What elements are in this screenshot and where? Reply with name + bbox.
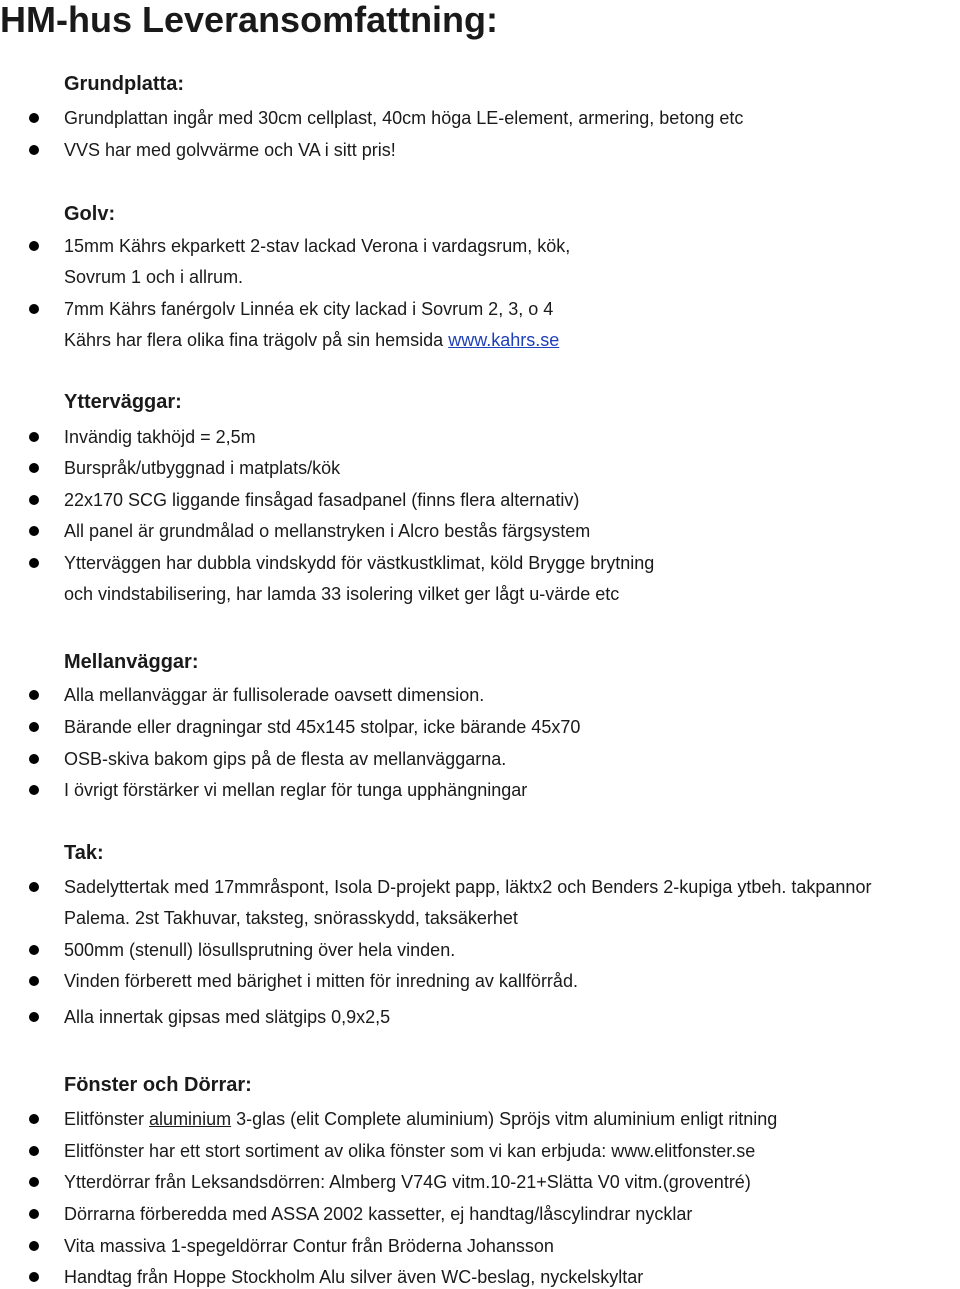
bullet-icon	[29, 754, 39, 764]
bullet-icon	[29, 1272, 39, 1282]
section-heading-grundplatta: Grundplatta:	[64, 73, 184, 95]
bullet-icon	[29, 1114, 39, 1124]
bullet-icon	[29, 882, 39, 892]
elitfonster-text: Elitfönster	[64, 1109, 150, 1129]
list-item-continuation: Sovrum 1 och i allrum.	[64, 267, 244, 287]
section-heading-mellanvaggar: Mellanväggar:	[64, 651, 199, 673]
bullet-icon	[29, 690, 39, 700]
bullet-icon	[29, 945, 39, 955]
list-item: All panel är grundmålad o mellanstryken i Alcro bestås färgsystem	[64, 521, 591, 541]
page-title: HM-hus Leveransomfattning:	[0, 0, 499, 40]
list-item: 15mm Kährs ekparkett 2-stav lackad Verona i vardagsrum, kök,	[64, 236, 571, 256]
list-item	[64, 1107, 777, 1131]
bullet-icon	[29, 1241, 39, 1251]
section-heading-tak: Tak:	[64, 842, 104, 864]
bullet-icon	[29, 113, 39, 123]
section-heading-fonster: Fönster och Dörrar:	[64, 1074, 252, 1096]
list-item: Burspråk/utbyggnad i matplats/kök	[64, 458, 341, 478]
kahrs-link[interactable]: www.kahrs.se	[448, 330, 560, 350]
list-item: 22x170 SCG liggande finsågad fasadpanel (finns flera alternativ)	[64, 490, 580, 510]
list-item: Vinden förberett med bärighet i mitten för inredning av kallförråd.	[64, 971, 578, 991]
glas-text: 3-glas (elit Complete aluminium) Spröjs vitm aluminium enligt ritning	[231, 1109, 778, 1129]
bullet-icon	[29, 145, 39, 155]
aluminium-underlined: aluminium	[149, 1109, 232, 1129]
bullet-icon	[29, 495, 39, 505]
bullet-icon	[29, 304, 39, 314]
list-item: Alla innertak gipsas med slätgips 0,9x2,5	[64, 1007, 391, 1027]
list-item-continuation	[64, 328, 559, 352]
bullet-icon	[29, 722, 39, 732]
list-item: OSB-skiva bakom gips på de flesta av mellanväggarna.	[64, 749, 507, 769]
list-item: Grundplattan ingår med 30cm cellplast, 40cm höga LE-element, armering, betong etc	[64, 108, 744, 128]
hemsida-text: Kährs har flera olika fina trägolv på sin hemsida	[64, 330, 449, 350]
bullet-icon	[29, 785, 39, 795]
list-item: Ytterdörrar från Leksandsdörren: Almberg V74G vitm.10-21+Slätta V0 vitm.(groventré)	[64, 1172, 751, 1192]
bullet-icon	[29, 241, 39, 251]
bullet-icon	[29, 1146, 39, 1156]
list-item-continuation: Palema. 2st Takhuvar, taksteg, snörasskydd, taksäkerhet	[64, 908, 518, 928]
bullet-icon	[29, 976, 39, 986]
list-item: Alla mellanväggar är fullisolerade oavsett dimension.	[64, 685, 485, 705]
list-item: 500mm (stenull) lösullsprutning över hela vinden.	[64, 940, 456, 960]
bullet-icon	[29, 1209, 39, 1219]
section-heading-yttervaggar: Ytterväggar:	[64, 391, 182, 413]
list-item: Dörrarna förberedda med ASSA 2002 kassetter, ej handtag/låscylindrar nycklar	[64, 1204, 693, 1224]
bullet-icon	[29, 432, 39, 442]
bullet-icon	[29, 1177, 39, 1187]
list-item: Bärande eller dragningar std 45x145 stolpar, icke bärande 45x70	[64, 717, 581, 737]
list-item: Sadelyttertak med 17mmråspont, Isola D-projekt papp, läktx2 och Benders 2-kupiga ytbeh. takpannor	[64, 877, 872, 897]
bullet-icon	[29, 1012, 39, 1022]
bullet-icon	[29, 558, 39, 568]
list-item: VVS har med golvvärme och VA i sitt pris!	[64, 140, 396, 160]
list-item: Invändig takhöjd = 2,5m	[64, 427, 256, 447]
list-item-continuation: och vindstabilisering, har lamda 33 isolering vilket ger lågt u-värde etc	[64, 584, 620, 604]
list-item: Handtag från Hoppe Stockholm Alu silver även WC-beslag, nyckelskyltar	[64, 1267, 644, 1287]
list-item: Vita massiva 1-spegeldörrar Contur från Bröderna Johansson	[64, 1236, 554, 1256]
list-item: Elitfönster har ett stort sortiment av olika fönster som vi kan erbjuda: www.elitfonster.se	[64, 1141, 756, 1161]
list-item: 7mm Kährs fanérgolv Linnéa ek city lackad i Sovrum 2, 3, o 4	[64, 299, 554, 319]
bullet-icon	[29, 526, 39, 536]
list-item: Ytterväggen har dubbla vindskydd för västkustklimat, köld Brygge brytning	[64, 553, 655, 573]
bullet-icon	[29, 463, 39, 473]
section-heading-golv: Golv:	[64, 203, 116, 225]
list-item: I övrigt förstärker vi mellan reglar för tunga upphängningar	[64, 780, 528, 800]
